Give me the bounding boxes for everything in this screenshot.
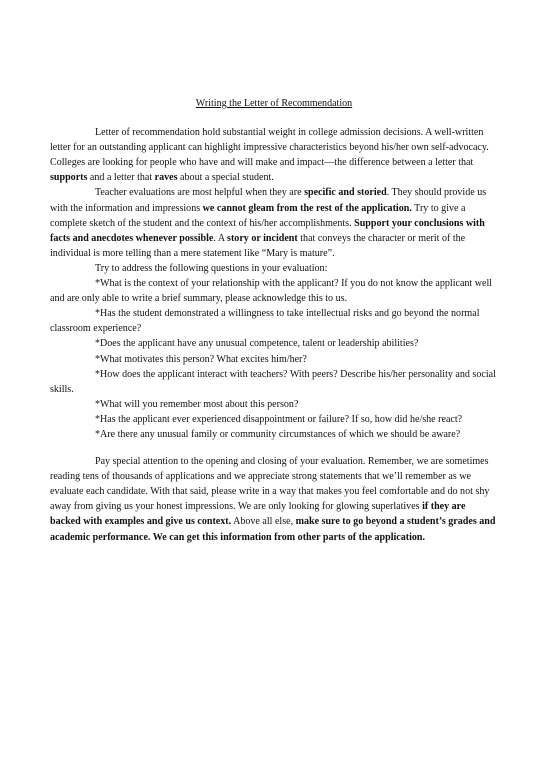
paragraph-closing <box>50 454 498 545</box>
text-run: . A <box>213 232 228 244</box>
document-body <box>50 96 498 545</box>
text-run: that conveys the character or merit of the individual is more telling than a mere statement like “Mary is mature”. <box>50 232 466 259</box>
question-item: *What motivates this person? What excites him/her? <box>95 353 307 365</box>
text-run: Letter of recommendation hold substantial weight in college admission decisions. A well-written letter for an outstanding applicant can highlight impressive characteristics beyond his/her own self-advocacy. Colleges are looking for people who have and will make and impact—the difference between a letter that <box>50 127 489 169</box>
question-item: *Are there any unusual family or community circumstances of which we should be aware? <box>95 428 461 440</box>
questions-intro: Try to address the following questions in your evaluation: <box>95 262 328 274</box>
bold-text: specific and storied <box>304 187 387 199</box>
document-title: Writing the Letter of Recommendation <box>195 98 353 109</box>
text-run: Try to give a complete sketch of the student and the context of his/her accomplishments. <box>50 202 466 229</box>
question-item: *What will you remember most about this person? <box>95 398 299 410</box>
question-item: *Has the applicant ever experienced disappointment or failure? If so, how did he/she react? <box>95 413 463 425</box>
bold-text: we cannot gleam from the rest of the application. <box>202 202 412 214</box>
question-item: *Does the applicant have any unusual competence, talent or leadership abilities? <box>95 338 419 350</box>
bold-text: Support your conclusions with facts and anecdotes whenever possible <box>50 217 485 244</box>
bold-text: raves <box>154 172 178 184</box>
text-run: Teacher evaluations are most helpful when they are <box>95 187 305 199</box>
question-item: *How does the applicant interact with teachers? With peers? Describe his/her personality and social skills. <box>50 368 496 395</box>
paragraph-intro <box>50 125 498 185</box>
text-run: . They should provide us with the information and impressions <box>50 187 487 214</box>
question-item: *Has the student demonstrated a willingness to take intellectual risks and go beyond the normal classroom experience? <box>50 308 480 335</box>
text-run: Above all else, <box>231 516 296 528</box>
paragraph-spacer <box>50 442 498 454</box>
text-run: and a letter that <box>87 172 155 184</box>
bold-text: make sure to go beyond a student’s grades and academic performance. We can get this information from other parts of the application. <box>50 516 496 543</box>
paragraph-evaluations <box>50 185 498 260</box>
bold-text: supports <box>50 172 88 184</box>
text-run: Pay special attention to the opening and closing of your evaluation. Remember, we are sometimes reading tens of thousands of applications and we appreciate strong statements that we’ll remember as we evaluate each candidate. With that said, please write in a way that makes you feel comfortable and do not shy away from giving us your honest impressions. We are only looking for glowing superlatives <box>50 456 490 513</box>
question-item: *What is the context of your relationship with the applicant? If you do not know the applicant well and are only able to write a brief summary, please acknowledge this to us. <box>50 278 493 305</box>
bold-text: if they are backed with examples and give us context. <box>50 501 466 528</box>
text-run: about a special student. <box>177 172 274 184</box>
bold-text: story or incident <box>227 232 298 244</box>
